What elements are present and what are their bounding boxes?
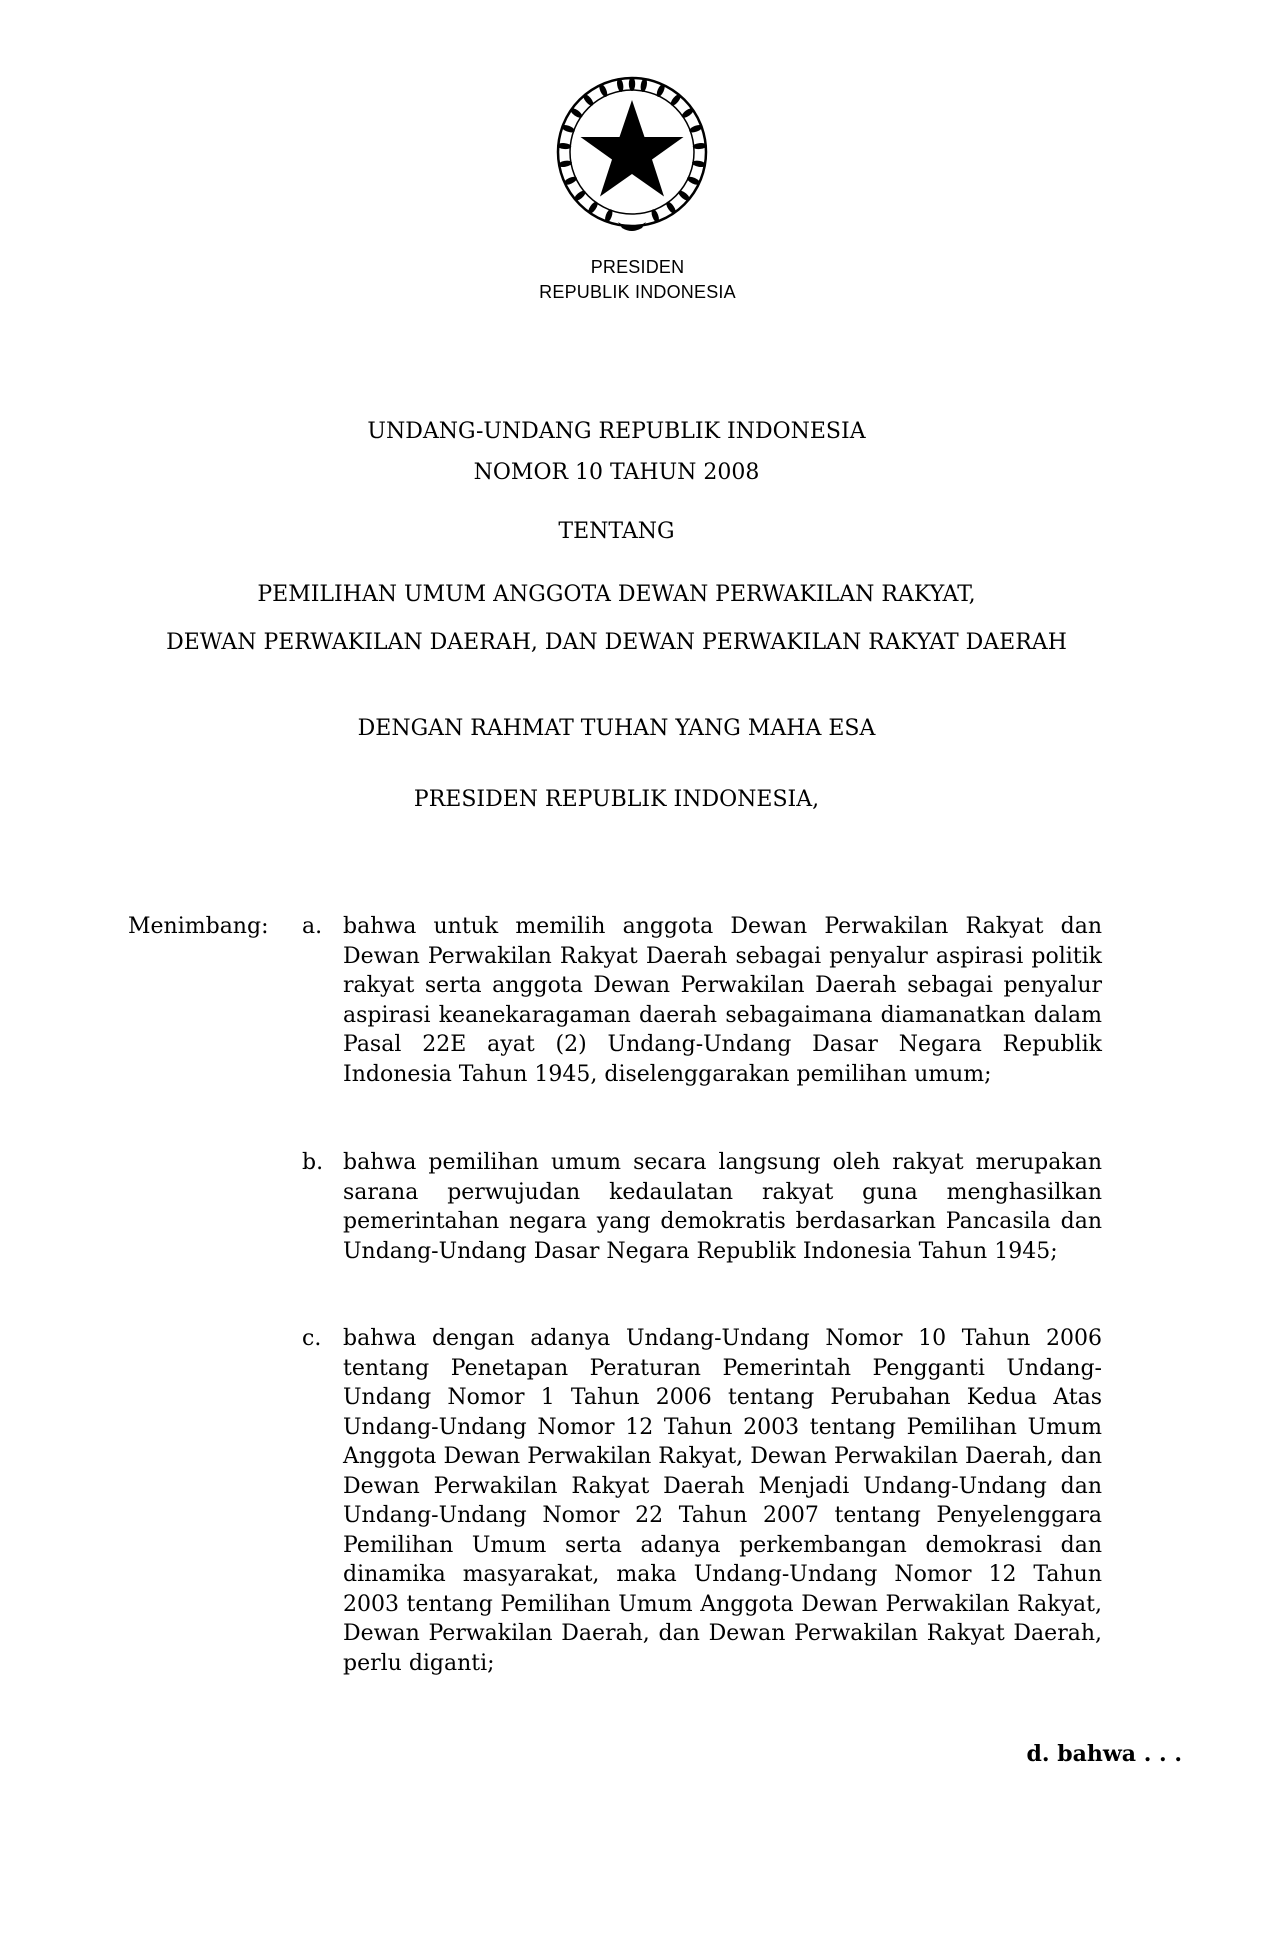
item-marker: a. <box>302 914 323 939</box>
item-text: bahwa dengan adanya Undang-Undang Nomor 10 Tahun 2006 tentang Penetapan Peraturan Pemerintah Pengganti Undang-Undang Nomor 1 Tahun 2006 tentang Perubahan Kedua Atas Undang-Undang Nomor 12 Tahun 2003 tentang Pemilihan Umum Anggota Dewan Perwakilan Rakyat, Dewan Perwakilan Daerah, dan Dewan Perwakilan Rakyat Daerah Menjadi Undang-Undang dan Undang-Undang Nomor 22 Tahun 2007 tentang Penyelenggara Pemilihan Umum serta adanya perkembangan demokrasi dan dinamika masyarakat, maka Undang-Undang Nomor 12 Tahun 2003 tentang Pemilihan Umum Anggota Dewan Perwakilan Rakyat, Dewan Perwakilan Daerah, dan Dewan Perwakilan Rakyat Daerah, perlu diganti; <box>343 1326 1102 1676</box>
invocation: DENGAN RAHMAT TUHAN YANG MAHA ESA <box>357 716 876 741</box>
item-marker: b. <box>302 1150 324 1175</box>
subject-line-2: DEWAN PERWAKILAN DAERAH, DAN DEWAN PERWAKILAN RAKYAT DAERAH <box>166 630 1067 655</box>
law-name: UNDANG-UNDANG REPUBLIK INDONESIA <box>367 419 866 444</box>
item-marker: c. <box>302 1326 322 1351</box>
about-label: TENTANG <box>558 519 675 544</box>
office-subtitle: REPUBLIK INDONESIA <box>539 282 736 302</box>
continuation-marker: d. bahwa . . . <box>1026 1741 1182 1767</box>
issuer: PRESIDEN REPUBLIK INDONESIA, <box>413 787 820 812</box>
item-text: bahwa pemilihan umum secara langsung oleh rakyat merupakan sarana perwujudan kedaulatan rakyat guna menghasilkan pemerintahan negara yang demokratis berdasarkan Pancasila dan Undang-Undang Dasar Negara Republik Indonesia Tahun 1945; <box>343 1150 1102 1264</box>
considerations-label: Menimbang: <box>128 914 269 939</box>
item-text: bahwa untuk memilih anggota Dewan Perwakilan Rakyat dan Dewan Perwakilan Rakyat Daerah sebagai penyalur aspirasi politik rakyat serta anggota Dewan Perwakilan Daerah sebagai penyalur aspirasi keanekaragaman daerah sebagaimana diamanatkan dalam Pasal 22E ayat (2) Undang-Undang Dasar Negara Republik Indonesia Tahun 1945, diselenggarakan pemilihan umum; <box>343 914 1102 1087</box>
office-title: PRESIDEN <box>590 257 685 277</box>
law-number: NOMOR 10 TAHUN 2008 <box>473 460 760 485</box>
subject-line-1: PEMILIHAN UMUM ANGGOTA DEWAN PERWAKILAN RAKYAT, <box>257 582 976 607</box>
presidential-emblem-icon <box>548 68 716 236</box>
